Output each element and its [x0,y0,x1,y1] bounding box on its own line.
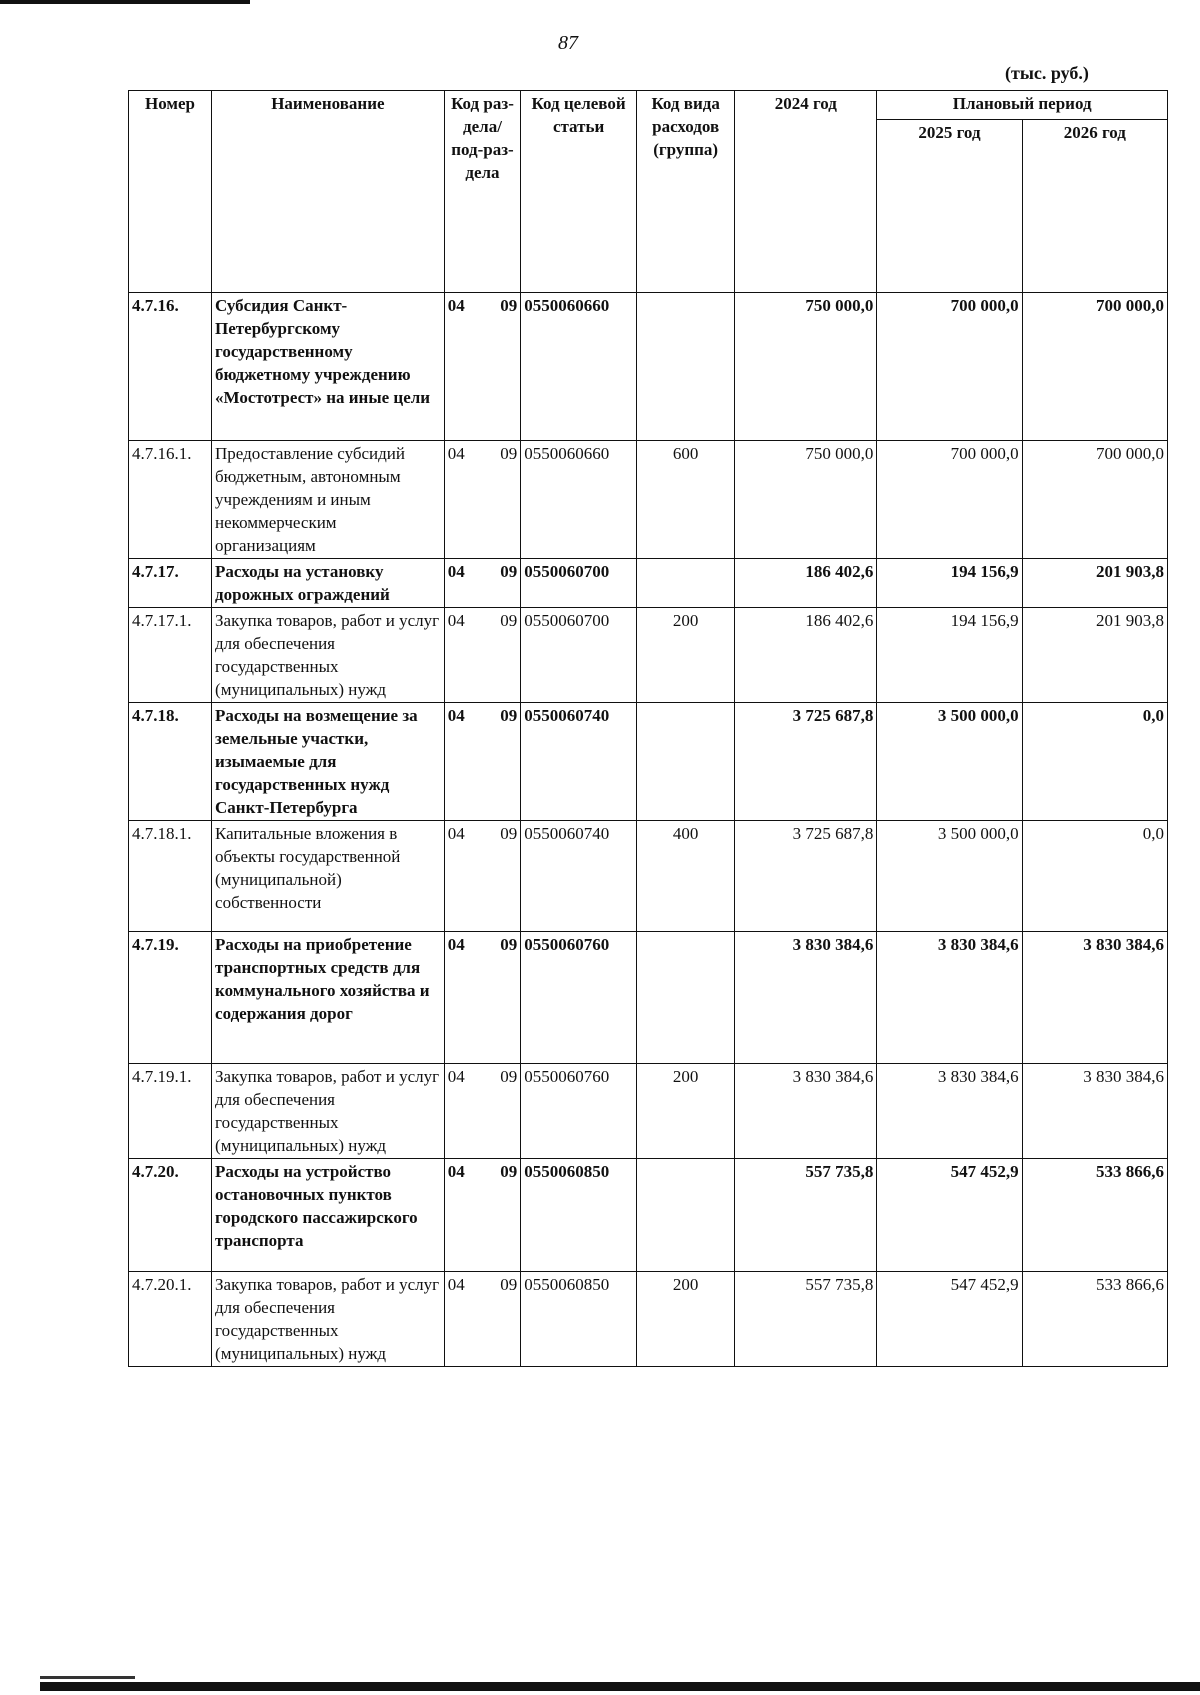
header-planning-period: Плановый период [877,91,1168,120]
section-code: 04 [447,1275,465,1294]
table-row [129,441,1168,559]
budget-table [128,90,1168,1367]
row-target-code: 0550060850 [521,1272,637,1367]
top-rule [0,0,250,4]
table-row [129,1272,1168,1367]
row-section-code [444,441,520,559]
row-amount-2024: 557 735,8 [735,1159,877,1272]
section-code: 04 [447,935,465,954]
row-amount-2026: 0,0 [1022,703,1167,821]
row-amount-2025: 547 452,9 [877,1159,1022,1272]
subsection-code: 09 [500,562,518,581]
row-amount-2025: 3 830 384,6 [877,932,1022,1064]
row-name: Закупка товаров, работ и услуг для обеспечения государственных (муниципальных) нужд [212,1272,445,1367]
row-expense-code: 200 [637,1064,735,1159]
header-year-2024: 2024 год [735,91,877,293]
row-amount-2026: 3 830 384,6 [1022,1064,1167,1159]
row-target-code: 0550060660 [521,293,637,441]
row-section-code [444,703,520,821]
row-target-code: 0550060760 [521,932,637,1064]
section-code: 04 [447,706,465,725]
section-code: 04 [447,562,465,581]
row-section-code [444,1159,520,1272]
subsection-code: 09 [500,1067,518,1086]
section-code: 04 [447,611,465,630]
section-code: 04 [447,1162,465,1181]
row-number: 4.7.20. [129,1159,212,1272]
row-number: 4.7.16.1. [129,441,212,559]
row-name: Предоставление субсидий бюджетным, автономным учреждениям и иным некоммерческим организациям [212,441,445,559]
row-target-code: 0550060700 [521,559,637,608]
table-row [129,932,1168,1064]
row-target-code: 0550060660 [521,441,637,559]
row-amount-2024: 186 402,6 [735,559,877,608]
header-name: Наименование [212,91,445,293]
row-amount-2025: 194 156,9 [877,559,1022,608]
header-section-code: Код раз-дела/ под-раз-дела [444,91,520,293]
subsection-code: 09 [500,1275,518,1294]
row-target-code: 0550060740 [521,703,637,821]
row-expense-code: 400 [637,821,735,932]
row-amount-2025: 700 000,0 [877,293,1022,441]
row-amount-2026: 700 000,0 [1022,441,1167,559]
header-number: Номер [129,91,212,293]
row-name: Расходы на возмещение за земельные участки, изымаемые для государственных нужд Санкт-Петербурга [212,703,445,821]
subsection-code: 09 [500,444,518,463]
header-year-2026: 2026 год [1022,120,1167,293]
row-amount-2024: 3 830 384,6 [735,932,877,1064]
row-amount-2026: 201 903,8 [1022,608,1167,703]
bottom-rule-thin [40,1676,135,1679]
row-number: 4.7.16. [129,293,212,441]
header-year-2025: 2025 год [877,120,1022,293]
row-amount-2025: 3 830 384,6 [877,1064,1022,1159]
row-target-code: 0550060700 [521,608,637,703]
row-expense-code [637,703,735,821]
row-amount-2026: 3 830 384,6 [1022,932,1167,1064]
row-amount-2024: 3 725 687,8 [735,821,877,932]
subsection-code: 09 [500,824,518,843]
table-row [129,608,1168,703]
row-section-code [444,1272,520,1367]
row-target-code: 0550060850 [521,1159,637,1272]
row-amount-2024: 3 830 384,6 [735,1064,877,1159]
row-expense-code: 600 [637,441,735,559]
section-code: 04 [447,296,465,315]
header-expense-code: Код вида расходов (группа) [637,91,735,293]
table-row [129,703,1168,821]
units-label: (тыс. руб.) [1005,63,1089,83]
row-section-code [444,932,520,1064]
row-number: 4.7.20.1. [129,1272,212,1367]
row-section-code [444,293,520,441]
row-name: Расходы на приобретение транспортных средств для коммунального хозяйства и содержания дорог [212,932,445,1064]
row-name: Капитальные вложения в объекты государственной (муниципальной) собственности [212,821,445,932]
row-number: 4.7.17. [129,559,212,608]
row-section-code [444,559,520,608]
row-target-code: 0550060740 [521,821,637,932]
subsection-code: 09 [500,296,518,315]
table-row [129,1064,1168,1159]
row-number: 4.7.18.1. [129,821,212,932]
row-expense-code [637,559,735,608]
subsection-code: 09 [500,706,518,725]
row-name: Субсидия Санкт-Петербургскому государственному бюджетному учреждению «Мостотрест» на иные цели [212,293,445,441]
row-amount-2026: 533 866,6 [1022,1159,1167,1272]
table-row [129,559,1168,608]
row-amount-2024: 186 402,6 [735,608,877,703]
bottom-rule [40,1682,1200,1691]
row-amount-2024: 3 725 687,8 [735,703,877,821]
page-number: 87 [558,32,578,54]
row-number: 4.7.19. [129,932,212,1064]
row-name: Расходы на установку дорожных ограждений [212,559,445,608]
row-number: 4.7.19.1. [129,1064,212,1159]
row-amount-2026: 533 866,6 [1022,1272,1167,1367]
row-amount-2026: 0,0 [1022,821,1167,932]
row-amount-2026: 700 000,0 [1022,293,1167,441]
row-amount-2024: 750 000,0 [735,441,877,559]
row-amount-2025: 547 452,9 [877,1272,1022,1367]
row-name: Расходы на устройство остановочных пунктов городского пассажирского транспорта [212,1159,445,1272]
row-amount-2025: 194 156,9 [877,608,1022,703]
row-expense-code [637,932,735,1064]
row-expense-code: 200 [637,608,735,703]
row-section-code [444,608,520,703]
row-section-code [444,821,520,932]
row-amount-2026: 201 903,8 [1022,559,1167,608]
row-number: 4.7.17.1. [129,608,212,703]
table-row [129,821,1168,932]
section-code: 04 [447,1067,465,1086]
row-amount-2025: 3 500 000,0 [877,821,1022,932]
subsection-code: 09 [500,1162,518,1181]
row-name: Закупка товаров, работ и услуг для обеспечения государственных (муниципальных) нужд [212,608,445,703]
row-amount-2024: 750 000,0 [735,293,877,441]
subsection-code: 09 [500,935,518,954]
table-row [129,293,1168,441]
row-expense-code [637,1159,735,1272]
row-expense-code: 200 [637,1272,735,1367]
section-code: 04 [447,824,465,843]
subsection-code: 09 [500,611,518,630]
section-code: 04 [447,444,465,463]
row-amount-2025: 3 500 000,0 [877,703,1022,821]
row-name: Закупка товаров, работ и услуг для обеспечения государственных (муниципальных) нужд [212,1064,445,1159]
table-body [129,293,1168,1367]
row-target-code: 0550060760 [521,1064,637,1159]
row-amount-2024: 557 735,8 [735,1272,877,1367]
row-amount-2025: 700 000,0 [877,441,1022,559]
table-row [129,1159,1168,1272]
header-target-code: Код целевой статьи [521,91,637,293]
row-number: 4.7.18. [129,703,212,821]
row-expense-code [637,293,735,441]
row-section-code [444,1064,520,1159]
